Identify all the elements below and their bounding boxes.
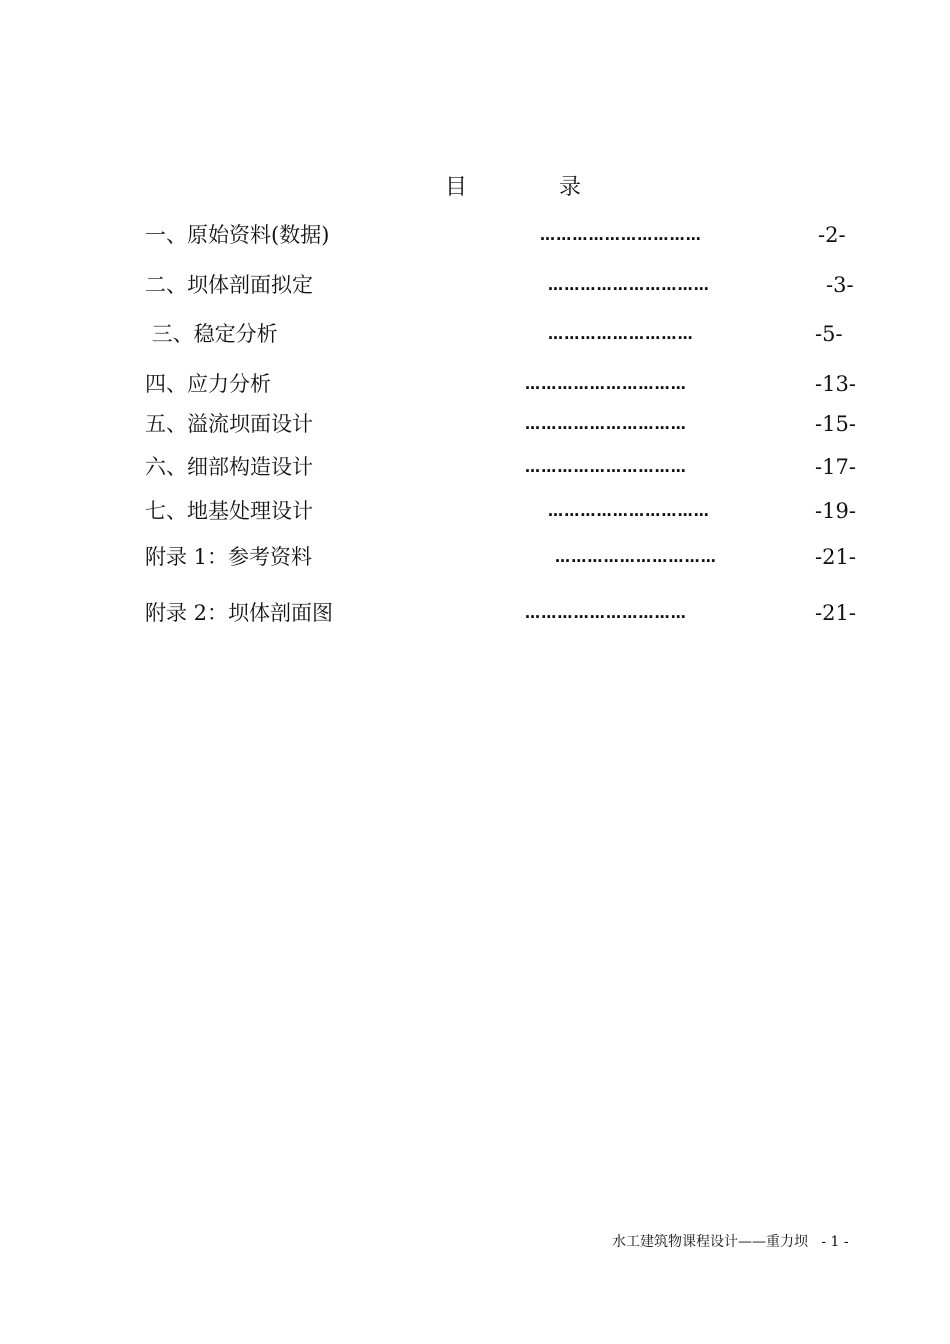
toc-page-number: -19-: [815, 499, 856, 523]
toc-entry[interactable]: [0, 220, 950, 250]
toc-entry-label: 二、坝体剖面拟定: [145, 273, 313, 297]
toc-leader-dots: …………………………: [555, 548, 717, 566]
toc-entry-label: 附录 2：坝体剖面图: [145, 601, 334, 625]
toc-page-number: -21-: [815, 601, 856, 625]
toc-page-number: -15-: [815, 412, 856, 436]
toc-entry[interactable]: [0, 270, 950, 300]
toc-entry-label: 三、稳定分析: [145, 322, 278, 346]
toc-page-number: -21-: [815, 545, 856, 569]
toc-entry[interactable]: [0, 496, 950, 526]
toc-leader-dots: …………………………: [540, 226, 702, 244]
toc-page-number: -2-: [818, 223, 846, 247]
toc-entry-label: 四、应力分析: [145, 372, 271, 396]
toc-leader-dots: …………………………: [548, 502, 710, 520]
toc-entry-label: 六、细部构造设计: [145, 455, 313, 479]
page-footer: 水工建筑物课程设计——重力坝 - 1 -: [612, 1234, 849, 1250]
toc-page-number: -17-: [815, 455, 856, 479]
toc-entry-label: 五、溢流坝面设计: [145, 412, 313, 436]
toc-leader-dots: …………………………: [548, 276, 710, 294]
toc-leader-dots: …………………………: [525, 375, 687, 393]
toc-entry[interactable]: [0, 542, 950, 572]
toc-entry[interactable]: [0, 369, 950, 399]
toc-entry[interactable]: [0, 319, 950, 349]
toc-page-number: -13-: [815, 372, 856, 396]
toc-title: 目 录: [445, 175, 607, 200]
toc-leader-dots: …………………………: [525, 458, 687, 476]
toc-page-number: -5-: [815, 322, 843, 346]
toc-entry[interactable]: [0, 409, 950, 439]
toc-leader-dots: …………………………: [525, 604, 687, 622]
toc-entry[interactable]: [0, 598, 950, 628]
toc-entry[interactable]: [0, 452, 950, 482]
toc-leader-dots: …………………………: [525, 415, 687, 433]
toc-entry-label: 一、原始资料(数据): [145, 223, 330, 247]
toc-entry-label: 附录 1：参考资料: [145, 545, 313, 569]
toc-entry-label: 七、地基处理设计: [145, 499, 313, 523]
toc-leader-dots: ………………………: [548, 325, 694, 343]
toc-page-number: -3-: [826, 273, 854, 297]
